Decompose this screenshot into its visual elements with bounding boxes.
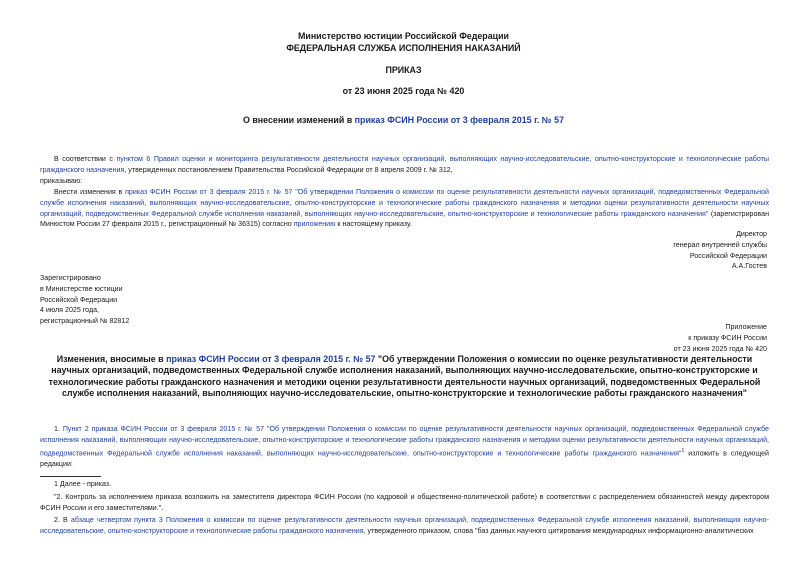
item-2-start: 2. В — [54, 516, 71, 524]
preamble-p1-link[interactable]: пунктом 6 Правил оценки и мониторинга результативности деятельности научных организаций, выполняющих научно-исследовательские, опытно-конструкторские и технологические работы гражданского назначения — [40, 155, 769, 174]
appendix-link[interactable]: приложению — [293, 220, 336, 229]
registration-line-1: Зарегистрировано — [40, 274, 101, 282]
preamble-p1-start: В соответствии с — [54, 155, 117, 163]
appendix-title — [40, 354, 769, 400]
item-2-end: , утвержденного приказом, слова "баз данных научного цитирования международных информационно-аналитических — [363, 526, 754, 535]
preamble-paragraph-1 — [40, 154, 769, 176]
item-1-paragraph — [40, 424, 769, 470]
registration-line-3: Российской Федерации — [40, 295, 118, 304]
page-title — [0, 115, 807, 125]
registration-line-2: в Министерстве юстиции — [40, 284, 123, 293]
signature-name: А.А.Гостев — [731, 262, 767, 271]
ministry-name: Министерство юстиции Российской Федерации — [297, 31, 510, 41]
service-name: ФЕДЕРАЛЬНАЯ СЛУЖБА ИСПОЛНЕНИЯ НАКАЗАНИЙ — [286, 43, 521, 53]
item-1-number: 1. — [54, 425, 63, 433]
preamble-p2-end: к настоящему приказу. — [335, 220, 412, 229]
signature-block — [673, 229, 767, 272]
title-link[interactable]: приказ ФСИН России от 3 февраля 2015 г. № 57 — [354, 115, 565, 125]
preamble-p2-link[interactable]: приказ ФСИН России от 3 февраля 2015 г. № 57 "Об утверждении Положения о комиссии по оценке результативности деятельности научных организаций, подведомственных Федеральной службе исполнения наказаний, выполняющих научно-исследовательские, опытно-конструкторские и технологические работы гражданского назначения и методики оценки результативности деятельности научных организаций, подведомственных Федеральной службе исполнения наказаний, выполняющих научно-исследовательские, опытно-конструкторские и технологические работы гражданского назначения" — [40, 188, 769, 218]
footnote-divider — [40, 476, 101, 477]
item-2-link[interactable]: абзаце четвертом пункта 3 Положения о комиссии по оценке результативности деятельности научных организаций, подведомственных Федеральной службе исполнения наказаний, выполняющих научно-исследовательские, опытно-конструкторские и технологические работы гражданского назначения — [40, 516, 769, 535]
preamble-p2-start: Внести изменения в — [54, 188, 126, 196]
appendix-ref-line-2: к приказу ФСИН России — [688, 333, 767, 342]
appendix-title-prefix: Изменения, вносимые в — [56, 354, 167, 364]
footnote-marker[interactable]: 1 — [681, 447, 685, 454]
signature-rank: генерал внутренней службы — [673, 240, 767, 249]
footnote-text: 1 Далее - приказ. — [54, 480, 112, 488]
item-1-link[interactable]: Пункт 2 приказа ФСИН России от 3 февраля 2015 г. № 57 "Об утверждении Положения о комиссии по оценке результативности деятельности научных организаций, подведомственных Федеральной службе исполнения наказаний, выполняющих научно-исследовательские, опытно-конструкторские и технологические работы гражданского назначения и методики оценки результативности деятельности научных организаций, подведомственных Федеральной службе исполнения наказаний, выполняющих научно-исследовательские, опытно-конструкторские и технологические работы гражданского назначения" — [40, 425, 769, 457]
doc-type: ПРИКАЗ — [385, 65, 422, 75]
preamble-paragraph-2 — [40, 187, 769, 230]
registration-number: регистрационный № 82812 — [40, 317, 130, 326]
appendix-ref-line-1: Приложение — [725, 323, 767, 331]
item-2-paragraph — [40, 515, 769, 537]
appendix-title-text: "Об утверждении Положения о комиссии по оценке результативности деятельности научных организаций, подведомственных Федеральной службе исполнения наказаний, выполняющих научно-исследовательские, опытно-конструкторские и технологические работы гражданского назначения и методики оценки результативности деятельности научных организаций, подведомственных Федеральной службе исполнения наказаний, выполняющих научно-исследовательские, опытно-конструкторские и технологические работы гражданского назначения" — [48, 354, 761, 399]
appendix-ref-line-3: от 23 июня 2025 года № 420 — [673, 344, 767, 353]
preamble-p2-mid: (зарегистрирован Минюстом России 27 февраля 2015 г., регистрационный № 36315) согласно — [40, 209, 769, 229]
registration-date: 4 июля 2025 года, — [40, 306, 100, 315]
registration-block — [40, 273, 129, 327]
appendix-title-link[interactable]: приказ ФСИН России от 3 февраля 2015 г. № 57 — [166, 354, 376, 364]
signature-country: Российской Федерации — [689, 251, 767, 260]
signature-title: Директор — [736, 230, 767, 238]
title-prefix: О внесении изменений в — [242, 115, 355, 125]
preamble-p1-end: , утвержденных постановлением Правительства Российской Федерации от 8 апреля 2009 г. № 312, — [124, 165, 453, 174]
quote-paragraph: "2. Контроль за исполнением приказа возложить на заместителя директора ФСИН России (по кадровой и общественно-политической работе) в соответствии с распределением обязанностей между директором ФСИН России и его заместителями.". — [40, 493, 769, 512]
doc-date-number: от 23 июня 2025 года № 420 — [342, 86, 465, 96]
order-word: приказываю: — [40, 177, 83, 185]
appendix-reference — [674, 322, 767, 354]
item-1-end: изложить в следующей редакции: — [40, 448, 769, 468]
